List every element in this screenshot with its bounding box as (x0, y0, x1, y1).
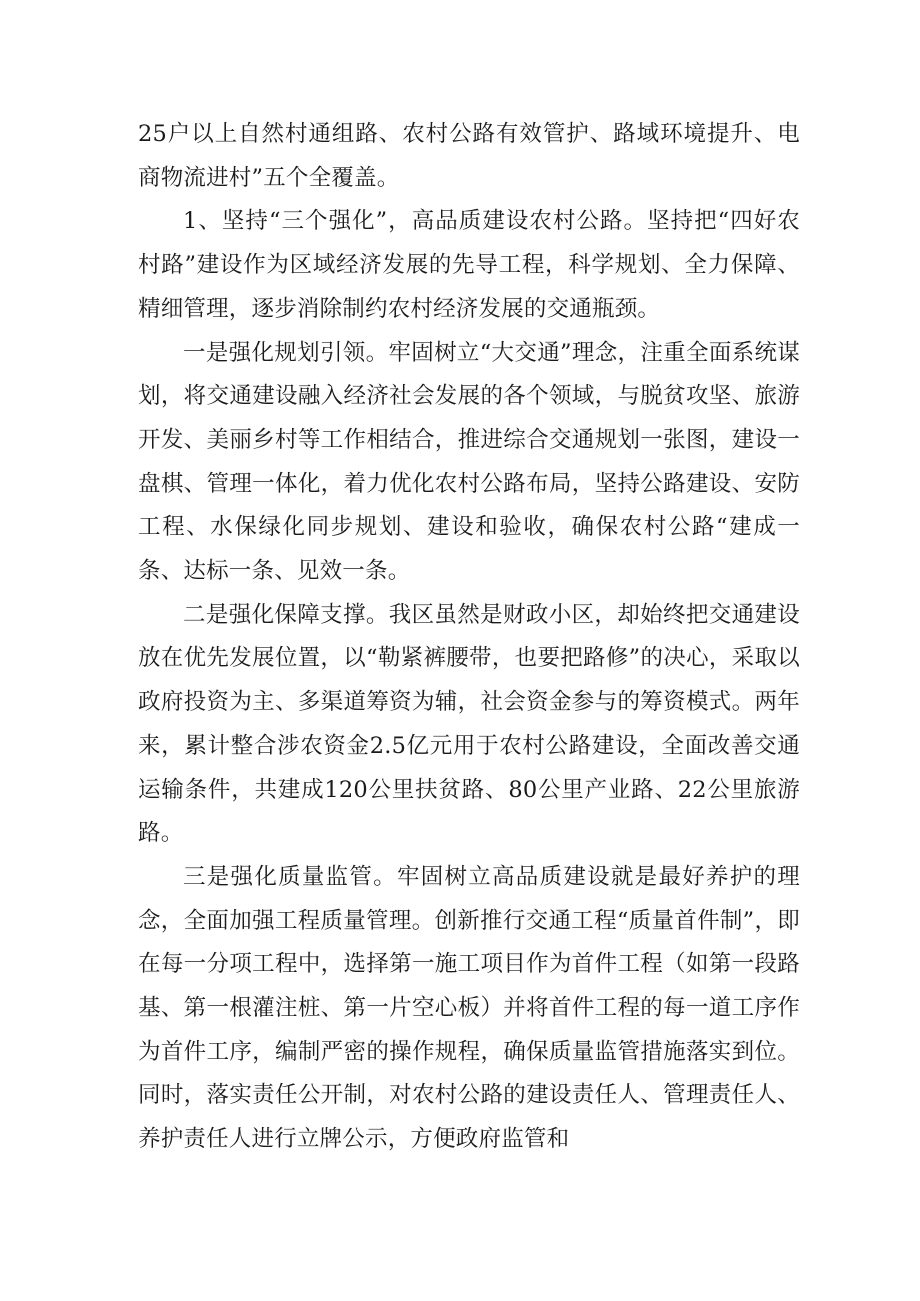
paragraph-continuation: 25户以上自然村通组路、农村公路有效管护、路域环境提升、电商物流进村”五个全覆盖。 (138, 121, 800, 191)
paragraph-planning: 一是强化规划引领。牢固树立“大交通”理念，注重全面系统谋划，将交通建设融入经济社会发展的各个领域，与脱贫攻坚、旅游开发、美丽乡村等工作相结合，推进综合交通规划一张图，建设一盘棋、管理一体化，着力优化农村公路布局，坚持公路建设、安防工程、水保绿化同步规划、建设和验收，确保农村公路“建成一条、达标一条、见效一条。 (138, 339, 800, 585)
paragraph-funding: 二是强化保障支撑。我区虽然是财政小区，却始终把交通建设放在优先发展位置，以“勒紧裤腰带，也要把路修”的决心，采取以政府投资为主、多渠道筹资为辅，社会资金参与的筹资模式。两年来，累计整合涉农资金2.5亿元用于农村公路建设，全面改善交通运输条件，共建成120公里扶贫路、80公里产业路、22公里旅游路。 (138, 601, 800, 847)
document-body (138, 113, 800, 1162)
paragraph-section-heading: 1、坚持“三个强化”，高品质建设农村公路。坚持把“四好农村路”建设作为区域经济发展的先导工程，科学规划、全力保障、精细管理，逐步消除制约农村经济发展的交通瓶颈。 (138, 208, 800, 322)
paragraph-quality: 三是强化质量监管。牢固树立高品质建设就是最好养护的理念，全面加强工程质量管理。创新推行交通工程“质量首件制”，即在每一分项工程中，选择第一施工项目作为首件工程（如第一段路基、第一根灌注桩、第一片空心板）并将首件工程的每一道工序作为首件工序，编制严密的操作规程，确保质量监管措施落实到位。同时，落实责任公开制，对农村公路的建设责任人、管理责任人、养护责任人进行立牌公示，方便政府监管和 (138, 863, 800, 1153)
